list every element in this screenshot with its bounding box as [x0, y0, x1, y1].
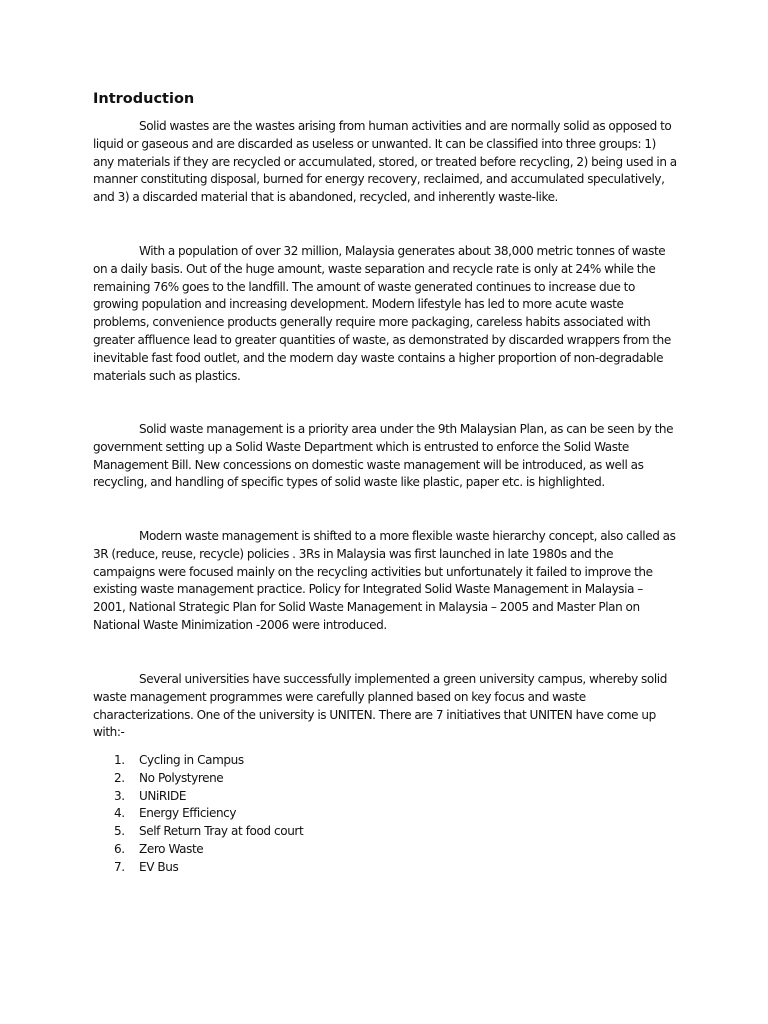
list-item-label: Zero Waste [139, 841, 204, 856]
list-item [114, 805, 303, 823]
list-item [114, 770, 303, 788]
list-item-label: EV Bus [139, 859, 179, 874]
paragraph-3r-policies: Modern waste management is shifted to a more flexible waste hierarchy concept, also called as 3R (reduce, reuse, recycle) policies . 3Rs in Malaysia was first launched in late 1980s and the campaigns were focused mainly on the recycling activities but unfortunately it failed to improve the existing waste management practice. Policy for Integrated Solid Waste Management in Malaysia – 2001, National Strategic Plan for Solid Waste Management in Malaysia – 2005 and Master Plan on National Waste Minimization -2006 were introduced. [93, 529, 676, 632]
list-item-label: Energy Efficiency [139, 806, 237, 821]
list-item-number: 1. [114, 753, 125, 767]
list-item [114, 788, 303, 806]
list-item-label: Self Return Tray at food court [139, 824, 304, 839]
list-item-label: Cycling in Campus [139, 753, 244, 767]
paragraph-solid-waste-definition: Solid wastes are the wastes arising from human activities and are normally solid as opposed to liquid or gaseous and are discarded as useless or unwanted. It can be classified into three groups: 1) any materials if they are recycled or accumulated, stored, or treated before recycling, 2) being used in a manner constituting disposal, burned for energy recovery, reclaimed, and accumulated speculatively, and 3) a discarded material that is abandoned, recycled, and inherently waste-like. [93, 119, 677, 205]
list-item-number: 4. [114, 806, 125, 821]
list-item [114, 752, 303, 770]
paragraph-waste-management-plan: Solid waste management is a priority area under the 9th Malaysian Plan, as can be seen by the government setting up a Solid Waste Department which is entrusted to enforce the Solid Waste Management Bill. New concessions on domestic waste management will be introduced, as well as recycling, and handling of specific types of solid waste like plastic, paper etc. is highlighted. [93, 422, 674, 490]
initiatives-list [114, 752, 303, 877]
list-item [114, 823, 303, 841]
list-item [114, 841, 303, 859]
list-item-number: 2. [114, 770, 125, 785]
paragraph-green-university: Several universities have successfully implemented a green university campus, whereby solid waste management programmes were carefully planned based on key focus and waste characterizations. One of the university is UNITEN. There are 7 initiatives that UNITEN have come up with:- [93, 672, 667, 740]
list-item-number: 7. [114, 859, 125, 874]
list-item-number: 3. [114, 788, 125, 803]
list-item [114, 859, 303, 877]
list-item-number: 5. [114, 824, 125, 839]
section-heading: Introduction [93, 91, 195, 107]
list-item-label: UNiRIDE [139, 788, 187, 803]
paragraph-malaysia-waste-generation: With a population of over 32 million, Malaysia generates about 38,000 metric tonnes of waste on a daily basis. Out of the huge amount, waste separation and recycle rate is only at 24% while the remaining 76% goes to the landfill. The amount of waste generated continues to increase due to growing population and increasing development. Modern lifestyle has led to more acute waste problems, convenience products generally require more packaging, careless habits associated with greater affluence lead to greater quantities of waste, as demonstrated by discarded wrappers from the inevitable fast food outlet, and the modern day waste contains a higher proportion of non-degradable materials such as plastics. [93, 244, 671, 383]
list-item-label: No Polystyrene [139, 770, 224, 785]
list-item-number: 6. [114, 841, 125, 856]
